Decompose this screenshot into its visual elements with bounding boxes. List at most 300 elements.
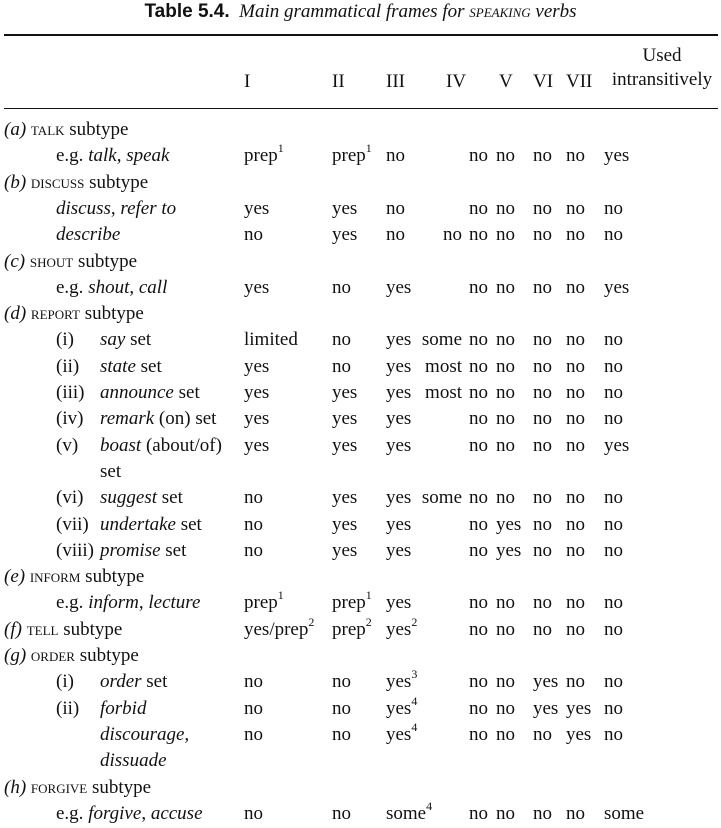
cell-value: no [496, 329, 515, 350]
table-row [0, 666, 721, 695]
row-label [100, 485, 183, 511]
footnote-marker: 1 [365, 587, 372, 602]
cell-value: no [469, 514, 488, 535]
cell-value: no [496, 592, 515, 613]
group-name: report [30, 303, 80, 324]
cell-value: no [496, 698, 515, 719]
row-verb-2: call [138, 277, 168, 298]
table-cell [566, 380, 585, 406]
cell-value: no [604, 487, 623, 508]
cell-value: no [386, 198, 405, 219]
row-verb-2: accuse [150, 803, 203, 824]
table-cell [533, 801, 552, 827]
row-label [56, 275, 167, 301]
table-row [0, 459, 721, 485]
cell-value: yes [386, 592, 412, 613]
table-cell [566, 801, 585, 827]
cell-value: no [443, 224, 462, 245]
table-row [0, 275, 721, 301]
table-cell [533, 538, 552, 564]
table-cell [332, 587, 372, 616]
table-cell [533, 222, 552, 248]
cell-value: no [332, 356, 351, 377]
table-cell [469, 275, 488, 301]
table-cell [566, 538, 585, 564]
group-suffix: subtype [79, 303, 144, 324]
row-suffix: set [173, 382, 200, 403]
col-header-iii: III [386, 71, 405, 92]
cell-value: no [533, 619, 552, 640]
table-cell [496, 722, 515, 748]
cell-value: yes [332, 487, 358, 508]
cell-value: no [496, 408, 515, 429]
cell-value: no [604, 592, 623, 613]
cell-value: limited [244, 329, 298, 350]
cell-value: no [496, 224, 515, 245]
cell-value: no [469, 224, 488, 245]
footnote-marker: 3 [411, 666, 418, 681]
table-cell [533, 406, 552, 432]
cell-value: no [496, 619, 515, 640]
caption-title-verb: speaking [469, 1, 531, 22]
cell-value: no [469, 592, 488, 613]
table-cell [469, 590, 488, 616]
cell-value: no [496, 356, 515, 377]
table-cell [533, 696, 558, 722]
cell-value: yes [496, 540, 522, 561]
cell-value: no [604, 224, 623, 245]
row-suffix: set [125, 329, 152, 350]
row-suffix: set [175, 514, 202, 535]
table-cell [244, 512, 263, 538]
table-cell [496, 485, 515, 511]
table-cell [566, 512, 585, 538]
table-cell [496, 406, 515, 432]
row-label [100, 354, 162, 380]
col-header-intransitive-line1: Used [642, 45, 682, 66]
table-cell [244, 275, 269, 301]
row-number: (v) [56, 435, 79, 456]
cell-value: yes [386, 382, 412, 403]
table-cell [469, 433, 488, 459]
group-letter: (d) [4, 303, 27, 324]
row-verb: undertake [100, 514, 176, 535]
table-cell [533, 433, 552, 459]
group-suffix: subtype [64, 119, 129, 140]
cell-value: no [386, 224, 405, 245]
cell-value: yes [386, 277, 412, 298]
table-cell [332, 406, 357, 432]
table-cell [566, 696, 591, 722]
top-rule [4, 34, 718, 36]
table-cell [469, 538, 488, 564]
group-suffix: subtype [58, 619, 123, 640]
row-label [56, 801, 203, 827]
table-cell [386, 354, 411, 380]
table-cell [533, 196, 552, 222]
row-label [56, 196, 176, 222]
cell-value: no [566, 408, 585, 429]
table-cell [533, 143, 552, 169]
cell-value: yes [386, 540, 412, 561]
table-row [0, 117, 721, 143]
table-cell [386, 538, 411, 564]
row-number: (i) [56, 329, 74, 350]
table-cell [386, 666, 418, 695]
cell-value: no [604, 698, 623, 719]
cell-value: yes [533, 671, 559, 692]
cell-value: yes [386, 619, 412, 640]
cell-value: no [469, 803, 488, 824]
cell-value: no [604, 540, 623, 561]
footnote-marker: 2 [411, 614, 418, 629]
row-verb: shout [88, 277, 130, 298]
cell-value: prep [332, 145, 366, 166]
group-suffix: subtype [87, 777, 152, 798]
row-separator: , [138, 592, 149, 613]
row-verb: discourage, [100, 724, 190, 745]
table-cell [244, 722, 263, 748]
cell-value: no [566, 382, 585, 403]
cell-value: no [604, 671, 623, 692]
row-label [4, 301, 144, 327]
row-verb: state [100, 356, 136, 377]
table-row [0, 170, 721, 196]
table-row [0, 538, 721, 564]
table-cell [386, 614, 418, 643]
cell-value: no [566, 540, 585, 561]
cell-value: no [244, 540, 263, 561]
row-separator: , [110, 198, 121, 219]
table-cell [425, 380, 462, 406]
table-cell [604, 433, 629, 459]
row-continuation: set [100, 461, 122, 482]
cell-value: no [533, 224, 552, 245]
cell-value: no [469, 408, 488, 429]
table-cell [386, 512, 411, 538]
row-label [100, 433, 222, 459]
row-verb: boast [100, 435, 142, 456]
cell-value: no [244, 698, 263, 719]
table-cell [566, 354, 585, 380]
table-cell [604, 617, 623, 643]
table-cell [496, 143, 515, 169]
cell-value: no [496, 277, 515, 298]
table-cell [332, 512, 357, 538]
caption-label: Table 5.4. [144, 1, 230, 22]
table-row [0, 693, 721, 722]
cell-value: yes [244, 356, 270, 377]
table-cell [386, 406, 411, 432]
cell-value: no [469, 356, 488, 377]
cell-value: no [332, 698, 351, 719]
table-cell [496, 512, 521, 538]
table-caption [0, 0, 721, 24]
table-cell [604, 801, 644, 827]
row-label [100, 406, 216, 432]
table-cell [604, 222, 623, 248]
row-suffix: (on) set [154, 408, 217, 429]
group-name: tell [26, 619, 59, 640]
table-cell [604, 696, 623, 722]
cell-value: no [496, 435, 515, 456]
row-continuation [100, 748, 167, 774]
table-cell [469, 196, 488, 222]
cell-value: no [566, 224, 585, 245]
table-cell [386, 143, 405, 169]
cell-value: no [533, 540, 552, 561]
row-number: (vii) [56, 514, 89, 535]
cell-value: no [332, 724, 351, 745]
table-cell [604, 327, 623, 353]
table-cell [469, 722, 488, 748]
row-number: (ii) [56, 356, 80, 377]
cell-value: yes [386, 487, 412, 508]
table-cell [469, 380, 488, 406]
table-cell [332, 140, 372, 169]
table-row [0, 798, 721, 827]
table-cell [604, 196, 623, 222]
cell-value: no [604, 514, 623, 535]
row-suffix: set [157, 487, 183, 508]
cell-value: no [566, 803, 585, 824]
table-cell [533, 590, 552, 616]
table-row [0, 748, 721, 774]
row-verb: inform [88, 592, 139, 613]
cell-value: yes [604, 277, 630, 298]
cell-value: no [469, 277, 488, 298]
cell-value: no [604, 382, 623, 403]
row-number: (iv) [56, 408, 84, 429]
table-cell [386, 719, 418, 748]
table-cell [332, 485, 357, 511]
row-verb: promise [100, 540, 161, 561]
cell-value: no [496, 724, 515, 745]
cell-value: no [244, 803, 263, 824]
table-cell [533, 512, 552, 538]
cell-value: yes [244, 198, 270, 219]
cell-value: no [496, 382, 515, 403]
table-row [0, 406, 721, 432]
row-verb: discuss [56, 198, 111, 219]
table-cell [332, 222, 357, 248]
cell-value: no [533, 514, 552, 535]
caption-title [239, 1, 576, 22]
table-cell [386, 196, 405, 222]
table-cell [496, 275, 515, 301]
table-cell [496, 327, 515, 353]
table-cell [469, 512, 488, 538]
row-verb-2: speak [126, 145, 170, 166]
table-cell [422, 327, 462, 353]
row-prefix: e.g. [56, 803, 89, 824]
table-cell [566, 143, 585, 169]
cell-value: no [566, 514, 585, 535]
table-cell [496, 196, 515, 222]
cell-value: no [533, 487, 552, 508]
cell-value: most [425, 356, 462, 377]
cell-value: no [604, 408, 623, 429]
table-cell [386, 590, 411, 616]
table-cell [604, 406, 623, 432]
cell-value: yes [386, 408, 412, 429]
cell-value: no [332, 277, 351, 298]
table-cell [332, 696, 351, 722]
cell-value: no [566, 487, 585, 508]
table-cell [566, 222, 585, 248]
row-verb: suggest [100, 487, 157, 508]
table-cell [332, 801, 351, 827]
cell-value: no [533, 724, 552, 745]
group-name: shout [29, 251, 74, 272]
cell-value: no [566, 356, 585, 377]
table-row [0, 354, 721, 380]
cell-value: yes [244, 277, 270, 298]
cell-value: no [469, 435, 488, 456]
table-cell [469, 485, 488, 511]
table-cell [386, 433, 411, 459]
cell-value: no [496, 198, 515, 219]
cell-value: no [469, 540, 488, 561]
table-cell [244, 614, 315, 643]
cell-value: some [421, 487, 462, 508]
cell-value: no [533, 408, 552, 429]
table-cell [244, 801, 263, 827]
table-row [0, 719, 721, 748]
table-cell [386, 222, 405, 248]
row-continuation-verb: dissuade [100, 750, 167, 771]
table-row [0, 249, 721, 275]
table-cell [469, 327, 488, 353]
table-cell [386, 693, 418, 722]
table-cell [604, 143, 629, 169]
footnote-marker: 4 [411, 693, 418, 708]
footnote-marker: 1 [277, 587, 284, 602]
group-letter: (a) [4, 119, 27, 140]
table-cell [332, 433, 357, 459]
table-cell [604, 275, 629, 301]
cell-value: no [566, 198, 585, 219]
cell-value: no [604, 329, 623, 350]
row-suffix: set [135, 356, 162, 377]
cell-value: yes [386, 329, 412, 350]
table-cell [604, 722, 623, 748]
row-number: (vi) [56, 487, 84, 508]
cell-value: yes [533, 698, 559, 719]
cell-value: no [604, 724, 623, 745]
row-label [4, 643, 139, 669]
row-prefix: e.g. [56, 145, 89, 166]
cell-value: most [425, 382, 462, 403]
row-number: (viii) [56, 540, 94, 561]
table-cell [496, 590, 515, 616]
row-label [100, 722, 189, 748]
table-cell [332, 538, 357, 564]
row-separator: , [129, 277, 139, 298]
table-cell [604, 669, 623, 695]
table-cell [469, 222, 488, 248]
col-header-iv: IV [446, 71, 467, 92]
row-suffix: (about/of) [141, 435, 222, 456]
footnote-marker: 1 [365, 140, 372, 155]
table-cell [386, 327, 411, 353]
cell-value: no [469, 487, 488, 508]
table-cell [604, 380, 623, 406]
table-cell [469, 617, 488, 643]
cell-value: no [604, 619, 623, 640]
table-cell [566, 433, 585, 459]
cell-value: prep [244, 145, 278, 166]
row-verb-2: refer to [120, 198, 177, 219]
cell-value: yes [386, 698, 412, 719]
row-verb: order [100, 671, 142, 692]
group-letter: (e) [4, 566, 26, 587]
cell-value: yes [332, 435, 358, 456]
table-cell [533, 669, 558, 695]
cell-value: some [421, 329, 462, 350]
cell-value: prep [332, 619, 366, 640]
col-header-vii: VII [566, 71, 593, 92]
cell-value: no [332, 803, 351, 824]
table-cell [422, 485, 462, 511]
cell-value: no [566, 671, 585, 692]
group-suffix: subtype [74, 645, 139, 666]
group-suffix: subtype [84, 172, 149, 193]
table-row [0, 564, 721, 590]
cell-value: no [604, 198, 623, 219]
table-cell [496, 433, 515, 459]
cell-value: yes [604, 435, 630, 456]
row-label [4, 117, 128, 143]
table-cell [604, 485, 623, 511]
cell-value: yes [566, 698, 592, 719]
row-label [100, 512, 202, 538]
footnote-marker: 2 [308, 614, 315, 629]
table-cell [496, 617, 515, 643]
row-verb: describe [56, 224, 121, 245]
table-cell [566, 590, 585, 616]
cell-value: no [566, 329, 585, 350]
cell-value: yes [332, 198, 358, 219]
row-verb: forgive [88, 803, 142, 824]
cell-value: yes/prep [244, 619, 309, 640]
footnote-marker: 4 [411, 719, 418, 734]
row-separator: , [116, 145, 127, 166]
table-row [0, 196, 721, 222]
cell-value: no [533, 435, 552, 456]
row-number: (i) [56, 671, 74, 692]
table-cell [332, 275, 351, 301]
group-letter: (f) [4, 619, 22, 640]
cell-value: no [469, 382, 488, 403]
table-cell [244, 140, 284, 169]
cell-value: yes [496, 514, 522, 535]
table-cell [332, 196, 357, 222]
table-cell [469, 354, 488, 380]
table-cell [332, 669, 351, 695]
cell-value: yes [386, 514, 412, 535]
table-cell [244, 327, 298, 353]
cell-value: yes [386, 356, 412, 377]
cell-value: no [244, 224, 263, 245]
cell-value: no [469, 198, 488, 219]
row-label [4, 564, 144, 590]
cell-value: yes [244, 382, 270, 403]
row-label [100, 669, 167, 695]
row-suffix: set [141, 671, 168, 692]
table-row [0, 775, 721, 801]
group-letter: (b) [4, 172, 27, 193]
